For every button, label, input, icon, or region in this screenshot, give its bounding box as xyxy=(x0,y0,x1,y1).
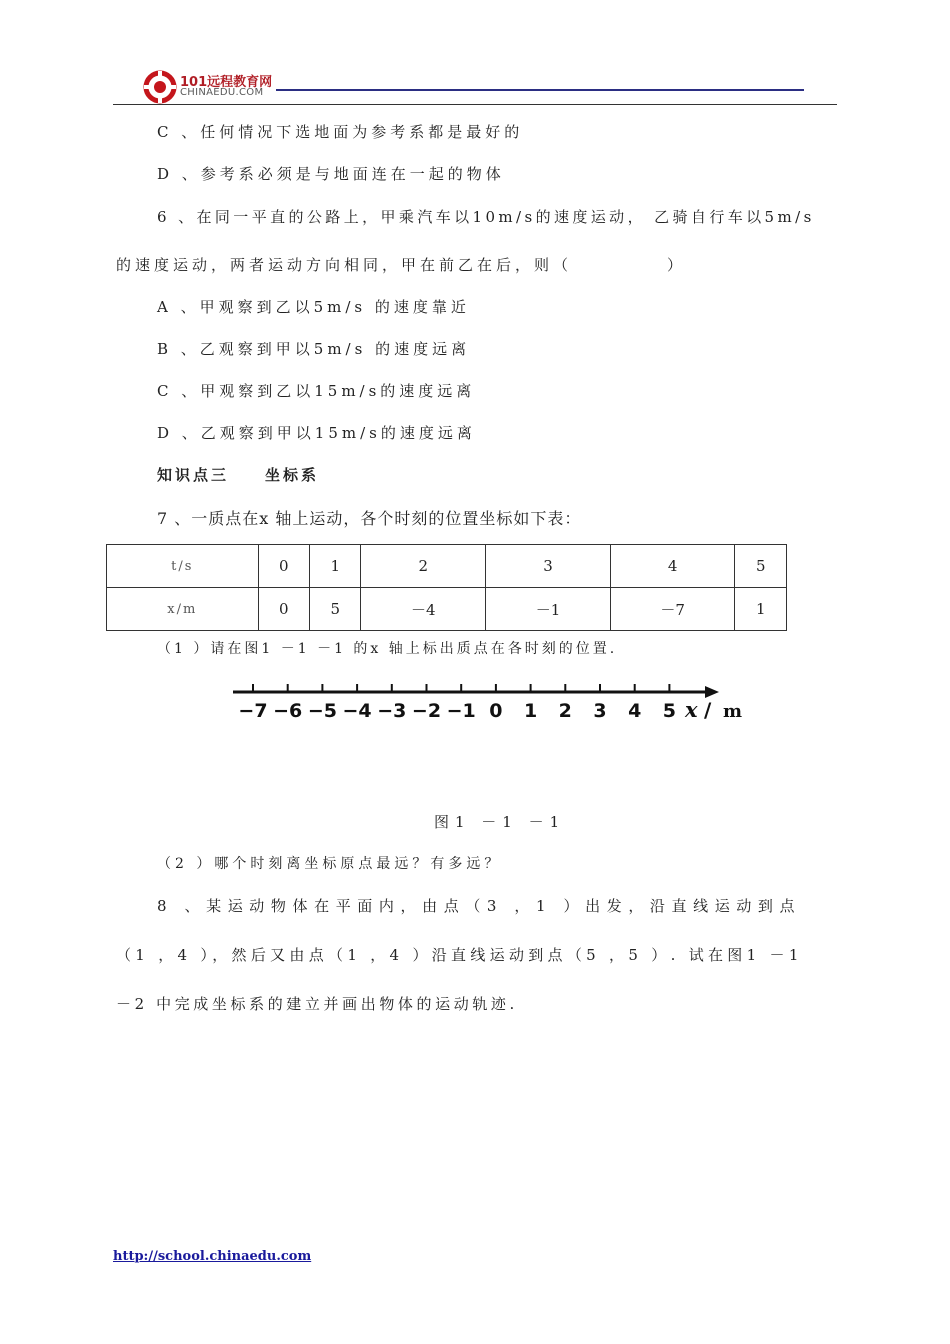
question-6-line-1: 6 、在同一平直的公路上，甲乘汽车以10m/s的速度运动， 乙骑自行车以5m/s xyxy=(157,208,815,226)
option-c-text: C 、任何情况下选地面为参考系都是最好的 xyxy=(157,123,524,141)
q6-option-d: D 、乙观察到甲以15m/s的速度远离 xyxy=(157,424,476,442)
table-cell: 5 xyxy=(309,588,360,631)
axis-tick-label: −3 xyxy=(377,700,407,722)
question-8-line-2: （1 ，4 ），然后又由点（1 ，4 ）沿直线运动到点（5 ，5 ）. 试在图1 －1 xyxy=(116,946,803,964)
option-d-text: D 、参考系必须是与地面连在一起的物体 xyxy=(157,165,505,183)
axis-tick-label: 1 xyxy=(523,700,538,722)
question-8-line-3: －2 中完成坐标系的建立并画出物体的运动轨迹. xyxy=(116,995,518,1013)
q6-option-a: A 、甲观察到乙以5m/s 的速度靠近 xyxy=(157,298,470,316)
table-row xyxy=(107,588,787,631)
number-line-figure xyxy=(225,670,755,730)
chinaedu-logo-icon xyxy=(143,70,183,104)
table-cell: 3 xyxy=(486,545,611,588)
axis-unit: m xyxy=(723,701,743,722)
axis-tick-label: 3 xyxy=(593,700,607,722)
table-cell: 0 xyxy=(258,588,309,631)
axis-tick-label: 2 xyxy=(558,700,572,722)
section-heading: 知识点三 坐标系 xyxy=(157,466,320,484)
axis-tick-label: −1 xyxy=(446,700,476,722)
question-7-part-1: （1 ）请在图1 －1 －1 的x 轴上标出质点在各时刻的位置. xyxy=(157,641,618,657)
table-cell: －7 xyxy=(610,588,735,631)
axis-tick-label: −4 xyxy=(342,700,372,722)
q6-option-c: C 、甲观察到乙以15m/s的速度远离 xyxy=(157,382,476,400)
question-7-text: 7 、一质点在x 轴上运动，各个时刻的位置坐标如下表： xyxy=(157,509,582,528)
table-cell: 4 xyxy=(610,545,735,588)
table-cell: 1 xyxy=(309,545,360,588)
footer-url-link[interactable]: http://school.chinaedu.com xyxy=(113,1249,312,1264)
axis-tick-label: −7 xyxy=(238,700,268,722)
table-cell: t/s xyxy=(107,545,259,588)
axis-tick-label: 0 xyxy=(489,700,503,722)
question-7-part-2: （2 ）哪个时刻离坐标原点最远？有多远？ xyxy=(157,856,503,872)
axis-arrow-icon xyxy=(705,686,719,698)
header-rule xyxy=(113,104,837,105)
table-cell: 5 xyxy=(735,545,787,588)
table-cell: x/m xyxy=(107,588,259,631)
axis-tick-label: 5 xyxy=(662,700,677,722)
logo-text-cn: 101远程教育网 xyxy=(180,75,273,90)
table-cell: 0 xyxy=(258,545,309,588)
table-cell: －1 xyxy=(486,588,611,631)
axis-tick-label: −6 xyxy=(273,700,303,722)
table-cell: 2 xyxy=(361,545,486,588)
table-cell: －4 xyxy=(361,588,486,631)
q6-option-b: B 、乙观察到甲以5m/s 的速度远离 xyxy=(157,340,471,358)
axis-tick-label: 4 xyxy=(628,700,642,722)
header-rule-blue xyxy=(276,89,804,91)
question-6-line-2: 的速度运动，两者运动方向相同，甲在前乙在后，则（ ） xyxy=(116,256,687,274)
axis-variable: x xyxy=(685,697,698,722)
axis-tick-label: −2 xyxy=(411,700,442,722)
axis-slash: / xyxy=(704,698,712,722)
axis-tick-label: −5 xyxy=(307,700,337,722)
question-8-line-1: 8 、某运动物体在平面内，由点（3 ，1 ）出发，沿直线运动到点 xyxy=(157,897,802,915)
table-cell: 1 xyxy=(735,588,787,631)
position-table xyxy=(106,544,787,631)
table-row xyxy=(107,545,787,588)
figure-caption: 图1 －1 －1 xyxy=(434,813,566,831)
logo-text-en: CHINAEDU.COM xyxy=(180,87,264,98)
